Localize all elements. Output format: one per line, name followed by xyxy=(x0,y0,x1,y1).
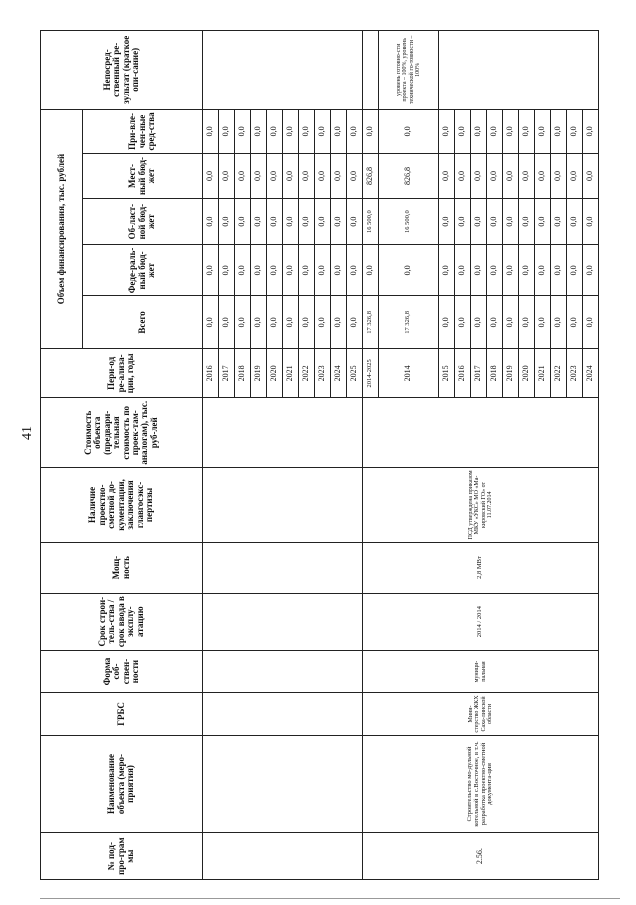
cell-year: 2014-2025 xyxy=(363,349,379,398)
cell-local: 0,0 xyxy=(235,154,251,199)
cell-total: 17 326,8 xyxy=(363,296,379,349)
cell-local: 0,0 xyxy=(519,154,535,199)
cell-local: 826,8 xyxy=(363,154,379,199)
cell-attracted: 0,0 xyxy=(455,109,471,154)
cell-local: 0,0 xyxy=(283,154,299,199)
header-federal: Феде-раль-ный бюд-жет xyxy=(83,245,203,296)
cell-total: 0,0 xyxy=(203,296,219,349)
cell-attracted: 0,0 xyxy=(583,109,599,154)
cell-year: 2022 xyxy=(551,349,567,398)
cell-regional: 0,0 xyxy=(471,198,487,245)
cell-year: 2021 xyxy=(283,349,299,398)
cell-attracted: 0,0 xyxy=(347,109,363,154)
cell-attracted: 0,0 xyxy=(487,109,503,154)
cell-local: 0,0 xyxy=(219,154,235,199)
object-num: 2.56. xyxy=(363,833,599,880)
cell-year: 2019 xyxy=(503,349,519,398)
cell-year: 2020 xyxy=(519,349,535,398)
rotated-table-wrapper xyxy=(40,30,636,880)
cell-year: 2021 xyxy=(535,349,551,398)
header-name: Наименование объекта (меро-приятия) xyxy=(41,735,203,833)
cell-regional: 0,0 xyxy=(439,198,455,245)
cell-attracted: 0,0 xyxy=(283,109,299,154)
cell-federal: 0,0 xyxy=(363,245,379,296)
cell-year: 2016 xyxy=(455,349,471,398)
cell-federal: 0,0 xyxy=(471,245,487,296)
cell-regional: 0,0 xyxy=(583,198,599,245)
cell-local: 0,0 xyxy=(251,154,267,199)
cell-regional: 0,0 xyxy=(283,198,299,245)
cell-year: 2018 xyxy=(235,349,251,398)
cell-federal: 0,0 xyxy=(283,245,299,296)
table-row xyxy=(203,31,219,880)
cell-local: 0,0 xyxy=(267,154,283,199)
table-row xyxy=(363,31,379,880)
cell-total: 0,0 xyxy=(583,296,599,349)
cell-regional: 0,0 xyxy=(251,198,267,245)
cell-federal: 0,0 xyxy=(503,245,519,296)
cell-federal: 0,0 xyxy=(487,245,503,296)
cell-local: 0,0 xyxy=(315,154,331,199)
cell-federal: 0,0 xyxy=(535,245,551,296)
cell-attracted: 0,0 xyxy=(363,109,379,154)
cell-attracted: 0,0 xyxy=(219,109,235,154)
cell-federal: 0,0 xyxy=(203,245,219,296)
cell-regional: 0,0 xyxy=(455,198,471,245)
cell-local: 0,0 xyxy=(535,154,551,199)
cell-year: 2015 xyxy=(439,349,455,398)
cell-regional: 0,0 xyxy=(551,198,567,245)
cell-year: 2024 xyxy=(583,349,599,398)
cell-total: 0,0 xyxy=(455,296,471,349)
cell-regional: 0,0 xyxy=(219,198,235,245)
cell-attracted: 0,0 xyxy=(331,109,347,154)
cell-attracted: 0,0 xyxy=(535,109,551,154)
cell-year: 2017 xyxy=(471,349,487,398)
object-result: уровень готовно-сти проекта – 100%, уровень технической го-товности – 100% xyxy=(379,31,439,110)
header-grbs: ГРБС xyxy=(41,693,203,735)
cell-year: 2022 xyxy=(299,349,315,398)
cell-attracted: 0,0 xyxy=(379,109,439,154)
cell-regional: 0,0 xyxy=(203,198,219,245)
header-num: № под-про-грам мы xyxy=(41,833,203,880)
cell-regional: 0,0 xyxy=(299,198,315,245)
header-total: Всего xyxy=(83,296,203,349)
cell-total: 0,0 xyxy=(535,296,551,349)
cell-year: 2019 xyxy=(251,349,267,398)
cell-total: 0,0 xyxy=(503,296,519,349)
cell-regional: 0,0 xyxy=(347,198,363,245)
page-bottom-rule xyxy=(40,898,620,899)
cell-year: 2016 xyxy=(203,349,219,398)
cell-total: 0,0 xyxy=(235,296,251,349)
header-period: Пери-од ре-ализа-ции, годы xyxy=(41,349,203,398)
cell-local: 0,0 xyxy=(347,154,363,199)
object-grbs: Мини-стерство ЖКХ Саха-линской области xyxy=(363,693,599,735)
cell-local: 826,8 xyxy=(379,154,439,199)
object-power: 2,8 МВт xyxy=(363,542,599,593)
header-term: Срок строи-тель-ства / срок ввода в эксплу-атацию xyxy=(41,593,203,650)
header-cost: Стоимость объекта (предвари-тельная стоимость по проек-там-аналогам), тыс. руб-лей xyxy=(41,398,203,468)
financing-table xyxy=(40,30,599,880)
cell-attracted: 0,0 xyxy=(267,109,283,154)
cell-attracted: 0,0 xyxy=(503,109,519,154)
cell-regional: 0,0 xyxy=(567,198,583,245)
cell-year: 2023 xyxy=(315,349,331,398)
object-term: 2014 / 2014 xyxy=(363,593,599,650)
cell-federal: 0,0 xyxy=(299,245,315,296)
header-regional: Об-ласт-ной бюд-жет xyxy=(83,198,203,245)
cell-federal: 0,0 xyxy=(455,245,471,296)
cell-federal: 0,0 xyxy=(219,245,235,296)
object-name: Строительство мо-дульной котельной в с.Восточное, в т.ч. разработка проектно-сметной документа-ции xyxy=(363,735,599,833)
cell-year: 2014 xyxy=(379,349,439,398)
cell-regional: 0,0 xyxy=(315,198,331,245)
cell-attracted: 0,0 xyxy=(439,109,455,154)
object-psd: ПСД утверждена приказом МКУ «УКС» МО «Ма-кировский ГО» от 11.07.2014 xyxy=(363,468,599,542)
cell-total: 0,0 xyxy=(487,296,503,349)
cell-attracted: 0,0 xyxy=(567,109,583,154)
header-financing: Объем финансирования, тыс. рублей xyxy=(41,109,83,349)
cell-local: 0,0 xyxy=(331,154,347,199)
page-number: 41 xyxy=(20,426,35,440)
cell-attracted: 0,0 xyxy=(203,109,219,154)
cell-total: 0,0 xyxy=(267,296,283,349)
cell-regional: 16 500,0 xyxy=(379,198,439,245)
cell-total: 17 326,8 xyxy=(379,296,439,349)
cell-regional: 0,0 xyxy=(535,198,551,245)
cell-total: 0,0 xyxy=(567,296,583,349)
header-local: Мест-ный бюд-жет xyxy=(83,154,203,199)
cell-federal: 0,0 xyxy=(347,245,363,296)
cell-attracted: 0,0 xyxy=(251,109,267,154)
cell-federal: 0,0 xyxy=(315,245,331,296)
cell-total: 0,0 xyxy=(299,296,315,349)
cell-federal: 0,0 xyxy=(267,245,283,296)
cell-local: 0,0 xyxy=(567,154,583,199)
cell-federal: 0,0 xyxy=(379,245,439,296)
cell-total: 0,0 xyxy=(347,296,363,349)
header-psd: Наличие проектно-сметной до-кументации, заключения главгосэкс-пертизы xyxy=(41,468,203,542)
cell-regional: 0,0 xyxy=(519,198,535,245)
cell-local: 0,0 xyxy=(439,154,455,199)
cell-year: 2025 xyxy=(347,349,363,398)
cell-local: 0,0 xyxy=(471,154,487,199)
cell-regional: 0,0 xyxy=(267,198,283,245)
cell-year: 2023 xyxy=(567,349,583,398)
cell-federal: 0,0 xyxy=(439,245,455,296)
cell-year: 2018 xyxy=(487,349,503,398)
cell-attracted: 0,0 xyxy=(299,109,315,154)
cell-regional: 16 500,0 xyxy=(363,198,379,245)
header-attracted: При-вле-чен-ные сред-ства xyxy=(83,109,203,154)
cell-total: 0,0 xyxy=(439,296,455,349)
cell-federal: 0,0 xyxy=(519,245,535,296)
cell-total: 0,0 xyxy=(519,296,535,349)
cell-attracted: 0,0 xyxy=(551,109,567,154)
cell-year: 2020 xyxy=(267,349,283,398)
cell-year: 2017 xyxy=(219,349,235,398)
cell-attracted: 0,0 xyxy=(471,109,487,154)
cell-local: 0,0 xyxy=(203,154,219,199)
cell-local: 0,0 xyxy=(583,154,599,199)
header-result: Непосред-ственный ре-зультат (краткое опи-сание) xyxy=(41,31,203,110)
cell-total: 0,0 xyxy=(251,296,267,349)
cell-regional: 0,0 xyxy=(331,198,347,245)
header-power: Мощ-ность xyxy=(41,542,203,593)
cell-total: 0,0 xyxy=(219,296,235,349)
cell-attracted: 0,0 xyxy=(315,109,331,154)
cell-year: 2024 xyxy=(331,349,347,398)
cell-attracted: 0,0 xyxy=(235,109,251,154)
cell-local: 0,0 xyxy=(551,154,567,199)
cell-total: 0,0 xyxy=(331,296,347,349)
cell-local: 0,0 xyxy=(487,154,503,199)
cell-local: 0,0 xyxy=(299,154,315,199)
object-form: муници-пальная xyxy=(363,650,599,692)
cell-regional: 0,0 xyxy=(487,198,503,245)
cell-federal: 0,0 xyxy=(251,245,267,296)
cell-attracted: 0,0 xyxy=(519,109,535,154)
cell-local: 0,0 xyxy=(503,154,519,199)
cell-federal: 0,0 xyxy=(567,245,583,296)
header-form: Форма соб-ствен-ности xyxy=(41,650,203,692)
cell-total: 0,0 xyxy=(471,296,487,349)
cell-federal: 0,0 xyxy=(551,245,567,296)
cell-federal: 0,0 xyxy=(331,245,347,296)
cell-regional: 0,0 xyxy=(235,198,251,245)
cell-total: 0,0 xyxy=(551,296,567,349)
cell-total: 0,0 xyxy=(283,296,299,349)
cell-federal: 0,0 xyxy=(583,245,599,296)
cell-local: 0,0 xyxy=(455,154,471,199)
cell-federal: 0,0 xyxy=(235,245,251,296)
cell-total: 0,0 xyxy=(315,296,331,349)
cell-regional: 0,0 xyxy=(503,198,519,245)
